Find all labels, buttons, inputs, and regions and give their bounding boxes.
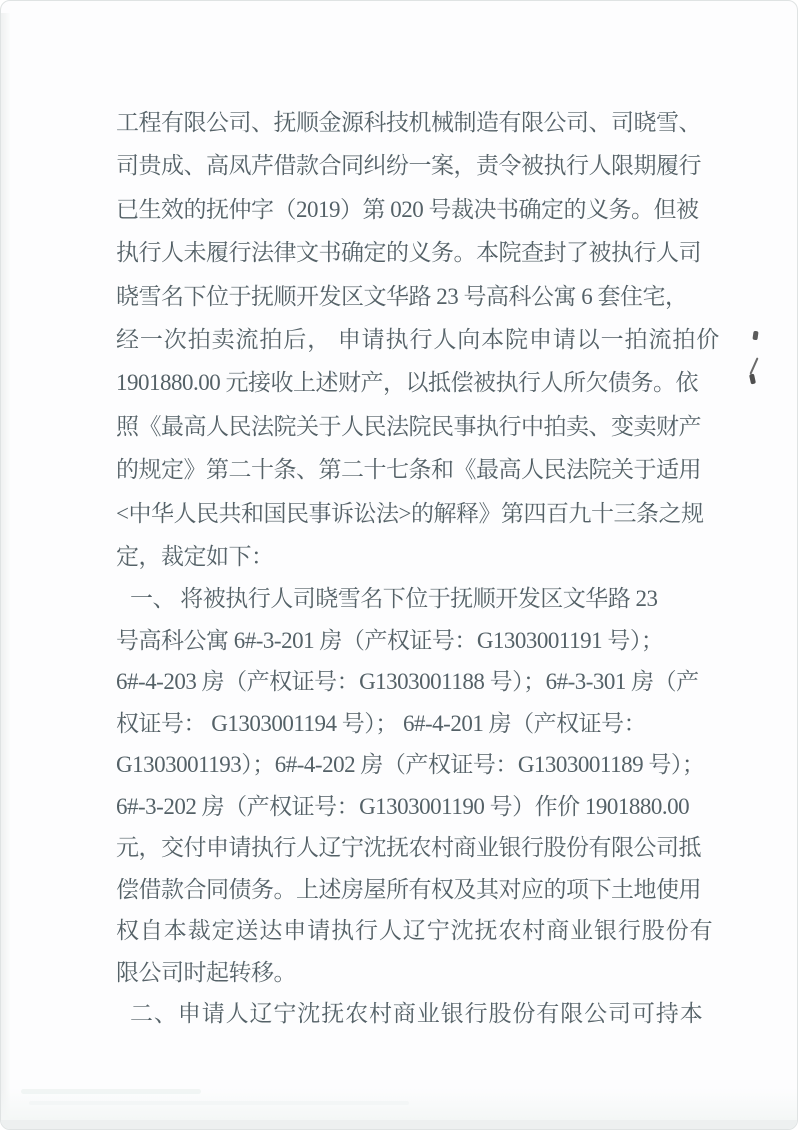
ink-speck-dot	[752, 331, 758, 341]
document-line: 执行人未履行法律文书确定的义务。本院查封了被执行人司	[116, 240, 701, 266]
document-line: 1901880.00 元接收上述财产，以抵偿被执行人所欠债务。依	[116, 370, 698, 396]
document-line: 经一次拍卖流拍后， 申请执行人向本院申请以一拍流拍价	[116, 326, 721, 352]
paragraph-continued	[116, 101, 721, 578]
document-line: G1303001193）；6#-4-202 房（产权证号：G1303001189 号）；	[116, 752, 705, 778]
ruling-items	[116, 578, 716, 1035]
scan-streak	[29, 1101, 409, 1105]
ruling-item-1-line: 一、 将被执行人司晓雪名下位于抚顺开发区文华路 23	[130, 586, 658, 612]
document-line: 限公司时起转移。	[116, 959, 296, 985]
document-body-text	[116, 101, 721, 1035]
document-line: 司贵成、高凤芹借款合同纠纷一案，责令被执行人限期履行	[116, 153, 701, 179]
document-line: 元，交付申请执行人辽宁沈抚农村商业银行股份有限公司抵	[116, 835, 701, 861]
document-line: 6#-3-202 房（产权证号：G1303001190 号）作价 1901880.00	[116, 793, 690, 819]
document-line: 偿借款合同债务。上述房屋所有权及其对应的项下土地使用	[116, 876, 701, 902]
document-line: 权证号： G1303001194 号）； 6#-4-201 房（产权证号：	[116, 710, 647, 736]
document-line: 晓雪名下位于抚顺开发区文华路 23 号高科公寓 6 套住宅，	[116, 283, 688, 309]
scan-bottom-edge-shading	[1, 1120, 797, 1129]
document-line: 6#-4-203 房（产权证号：G1303001188 号）；6#-3-301 房（产	[116, 669, 699, 695]
ruling-item-2-line: 二、申请人辽宁沈抚农村商业银行股份有限公司可持本	[130, 1001, 704, 1027]
document-line: 号高科公寓 6#-3-201 房（产权证号：G1303001191 号）；	[116, 627, 664, 653]
ink-speck-slash	[749, 357, 758, 374]
scan-left-edge-shading	[1, 13, 10, 1121]
document-line: 工程有限公司、抚顺金源科技机械制造有限公司、司晓雪、	[116, 110, 701, 135]
document-line: 权自本裁定送达申请执行人辽宁沈抚农村商业银行股份有	[116, 918, 714, 944]
document-line: 定，裁定如下：	[116, 543, 274, 569]
document-line: 照《最高人民法院关于人民法院民事执行中拍卖、变卖财产	[116, 413, 701, 439]
ink-speck-tail	[749, 374, 756, 385]
document-line: 已生效的抚仲字（2019）第 020 号裁决书确定的义务。但被	[116, 196, 699, 222]
document-line: 的规定》第二十条、第二十七条和《最高人民法院关于适用	[116, 457, 701, 483]
document-line: <中华人民共和国民事诉讼法>的解释》第四百九十三条之规	[116, 500, 704, 526]
scan-streak	[21, 1089, 201, 1094]
